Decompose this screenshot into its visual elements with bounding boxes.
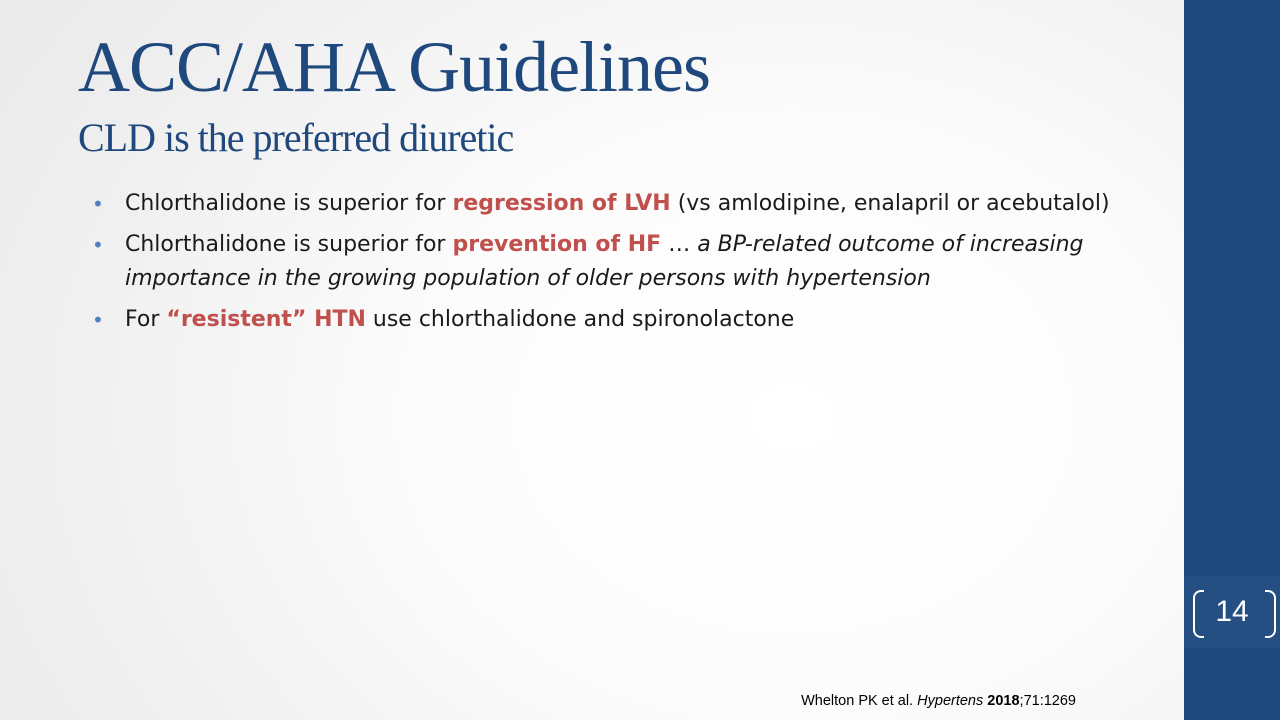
page-number: 14: [1215, 595, 1249, 628]
bullet-italic-text: a BP-related outcome of increasing importance in the growing population of older persons with hypertension: [125, 232, 1084, 291]
bullet-item: [92, 187, 1122, 221]
bullet-list: [92, 187, 1122, 344]
bullet-dot-icon: •: [92, 192, 104, 216]
slide-subtitle: CLD is the preferred diuretic: [78, 115, 514, 160]
bullet-item: [92, 303, 1122, 337]
citation-year: 2018: [987, 693, 1020, 709]
citation-authors: Whelton PK et al.: [801, 693, 918, 709]
bullet-dot-icon: •: [92, 308, 104, 332]
bullet-dot-icon: •: [92, 233, 104, 257]
right-bracket-icon: [1265, 590, 1276, 638]
bullet-highlight: prevention of HF: [452, 232, 662, 257]
citation-journal: Hypertens: [917, 693, 984, 709]
slide-title: ACC/AHA Guidelines: [78, 27, 711, 107]
bullet-item: [92, 228, 1122, 296]
bullet-text: …: [661, 232, 698, 257]
bullet-highlight: “resistent” HTN: [166, 307, 366, 332]
bullet-highlight: regression of LVH: [452, 191, 671, 216]
bullet-text: Chlorthalidone is superior for: [125, 191, 453, 216]
page-number-box: [1184, 576, 1280, 648]
bullet-text: Chlorthalidone is superior for: [125, 232, 453, 257]
citation: [801, 693, 1076, 709]
citation-volume: ;71:1269: [1019, 693, 1076, 709]
bullet-text: For: [125, 307, 167, 332]
bullet-text: (vs amlodipine, enalapril or acebutalol): [670, 191, 1110, 216]
bullet-text: use chlorthalidone and spironolactone: [365, 307, 795, 332]
